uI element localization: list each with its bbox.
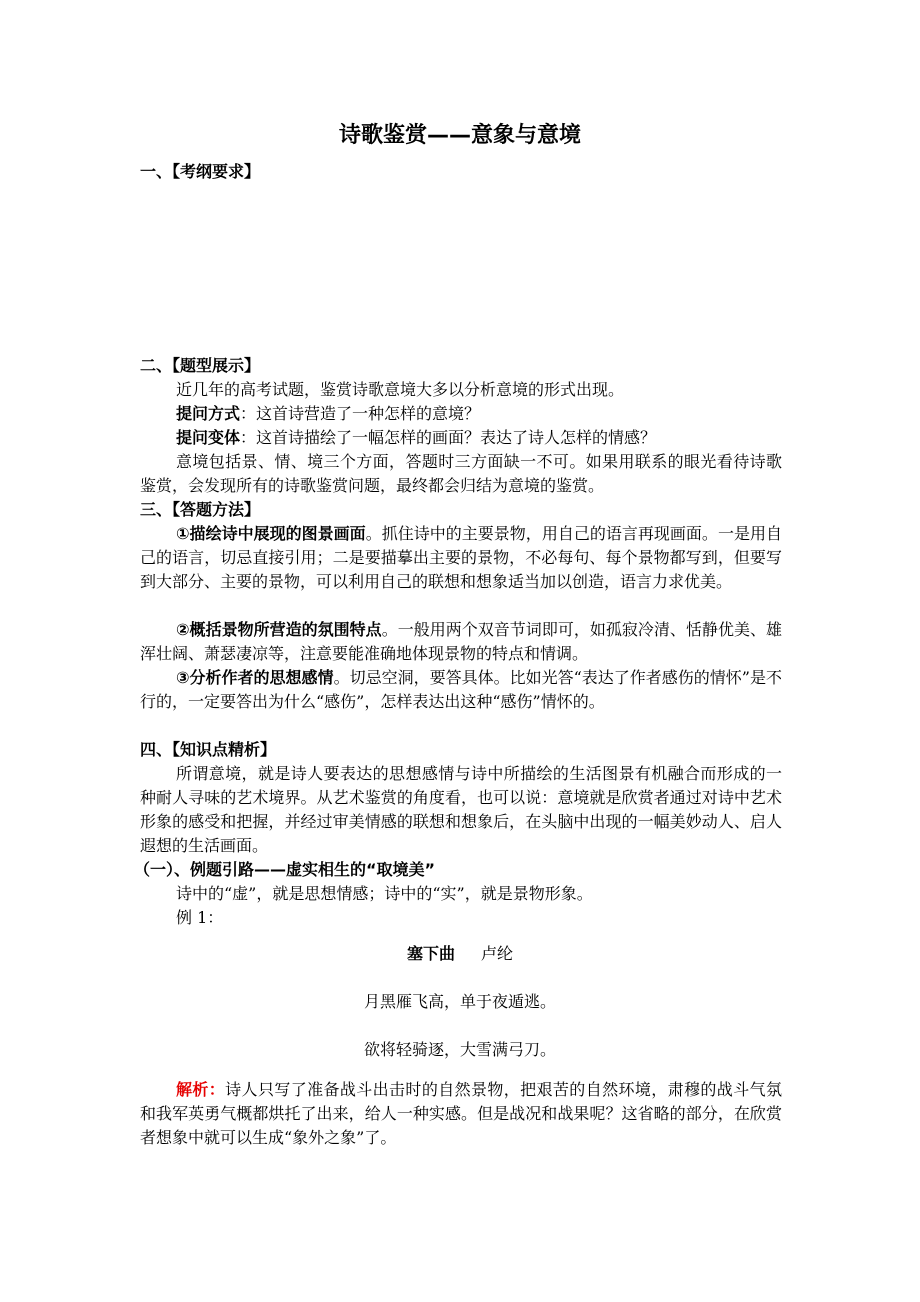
question-style-label: 提问方式 bbox=[176, 404, 241, 423]
method-3-paragraph bbox=[140, 666, 782, 714]
question-style-line bbox=[176, 402, 480, 426]
analysis-text: 诗人只写了准备战斗出击时的自然景物，把艰苦的自然环境，肃穆的战斗气氛和我军英勇气概都烘托了出来，给人一种实感。但是战况和战果呢？这省略的部分，在欣赏者想象中就可以生成“象外之象”了。 bbox=[140, 1080, 782, 1147]
method-1-text: 。抓住诗中的主要景物，用自己的语言再现画面。一是用自己的语言，切忌直接引用；二是要描摹出主要的景物，不必每句、每个景物都写到，但要写到大部分、主要的景物，可以利用自己的联想和想象适当加以创造，语言力求优美。 bbox=[140, 524, 782, 591]
poem-title: 塞下曲 bbox=[406, 944, 455, 963]
section-4-paragraph: 所谓意境，就是诗人要表达的思想感情与诗中所描绘的生活图景有机融合而形成的一种耐人寻味的艺术境界。从艺术鉴赏的角度看，也可以说：意境就是欣赏者通过对诗中艺术形象的感受和把握，并经过审美情感的联想和想象后，在头脑中出现的一幅美妙动人、启人遐想的生活画面。 bbox=[140, 764, 782, 855]
question-style-text: ：这首诗营造了一种怎样的意境？ bbox=[240, 404, 481, 423]
question-variant-text: ：这首诗描绘了一幅怎样的画面？表达了诗人怎样的情感？ bbox=[240, 428, 657, 447]
section-4-heading: 四、【知识点精析】 bbox=[140, 740, 277, 759]
subsection-heading: （一）、例题引路——虚实相生的“取境美” bbox=[134, 860, 436, 879]
section-2-intro: 近几年的高考试题，鉴赏诗歌意境大多以分析意境的形式出现。 bbox=[176, 380, 625, 399]
subsection-text: 诗中的“虚”，就是思想情感；诗中的“实”，就是景物形象。 bbox=[176, 884, 593, 903]
poem-line-1: 月黑雁飞高，单于夜遁逃。 bbox=[363, 992, 556, 1011]
page-title: 诗歌鉴赏——意象与意境 bbox=[338, 123, 581, 148]
section-2-paragraph: 意境包括景、情、境三个方面，答题时三方面缺一不可。如果用联系的眼光看待诗歌鉴赏，会发现所有的诗歌鉴赏问题，最终都会归结为意境的鉴赏。 bbox=[140, 452, 782, 495]
question-variant-line bbox=[176, 426, 656, 450]
poem-line-2: 欲将轻骑逐，大雪满弓刀。 bbox=[363, 1040, 556, 1059]
poem-author: 卢纶 bbox=[481, 944, 514, 963]
section-1-heading: 一、【考纲要求】 bbox=[140, 162, 261, 181]
analysis-colon: ： bbox=[208, 1080, 226, 1099]
method-1-label: ①描绘诗中展现的图景画面 bbox=[176, 524, 366, 543]
method-2-paragraph bbox=[140, 618, 782, 666]
poem-heading bbox=[0, 942, 920, 966]
question-variant-label: 提问变体 bbox=[176, 428, 241, 447]
method-2-text: 。一般用两个双音节词即可，如孤寂冷清、恬静优美、雄浑壮阔、萧瑟凄凉等，注意要能准确地体现景物的特点和情调。 bbox=[140, 620, 782, 663]
method-3-label: ③分析作者的思想感情 bbox=[176, 668, 334, 687]
analysis-label: 解析 bbox=[176, 1080, 209, 1099]
section-2-heading: 二、【题型展示】 bbox=[140, 356, 261, 375]
example-label: 例 1： bbox=[176, 908, 224, 927]
section-3-heading: 三、【答题方法】 bbox=[140, 500, 261, 519]
analysis-paragraph bbox=[140, 1078, 782, 1150]
method-1-paragraph bbox=[140, 522, 782, 594]
method-3-text: 。切忌空洞，要答具体。比如光答“表达了作者感伤的情怀”是不行的，一定要答出为什么“感伤”，怎样表达出这种“感伤”情怀的。 bbox=[140, 668, 782, 711]
method-2-label: ②概括景物所营造的氛围特点 bbox=[176, 620, 382, 639]
